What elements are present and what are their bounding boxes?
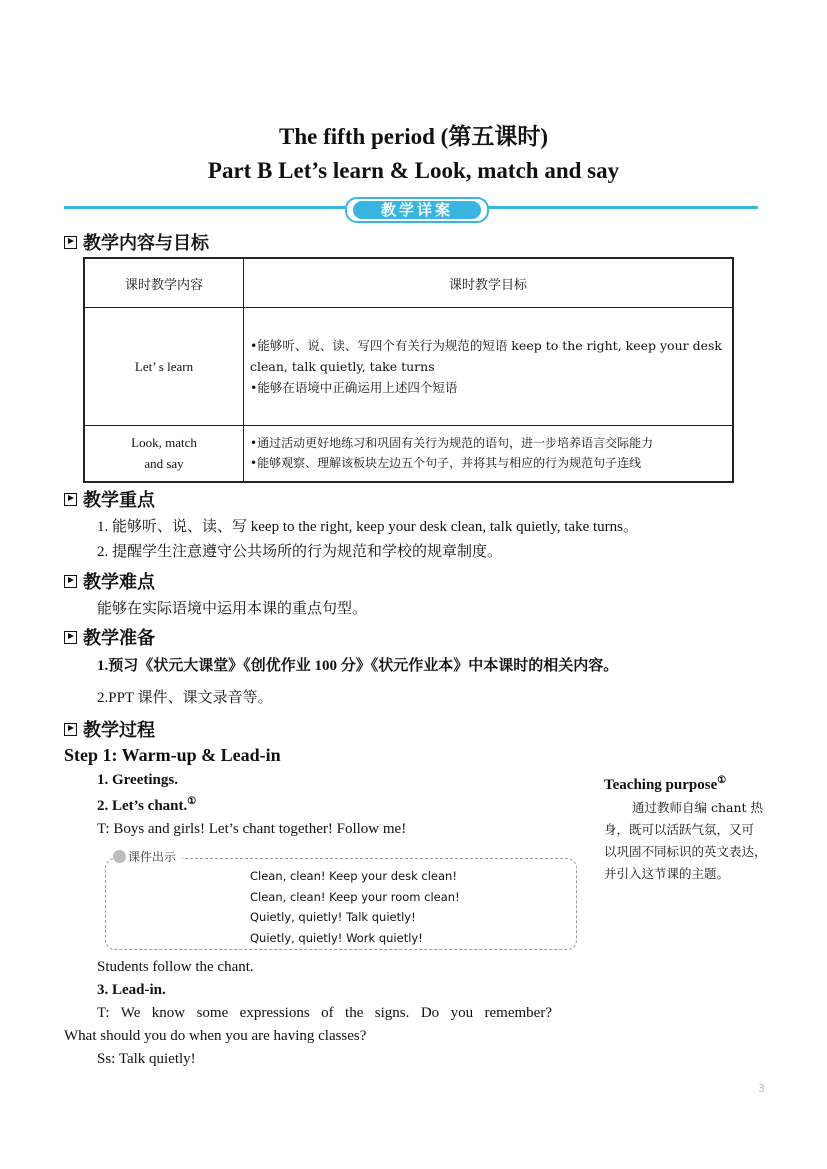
step-item: 3. Lead-in. — [97, 982, 166, 998]
section-heading-key-points — [64, 486, 155, 512]
table-cell-content — [84, 426, 244, 482]
section-heading-difficulties — [64, 568, 155, 594]
divider-right — [485, 206, 758, 209]
section-badge-label: 教学详案 — [353, 201, 481, 219]
page-title: The fifth period (第五课时) — [279, 124, 548, 149]
sidebar-line: 并引入这节课的主题。 — [604, 866, 730, 881]
dialogue-line: T: Boys and girls! Let’s chant together! Follow me! — [97, 821, 407, 837]
sidebar-line: 以巩固不同标识的英文表达， — [604, 844, 767, 859]
sidebar-body — [604, 797, 789, 885]
page-number: 3 — [758, 1082, 765, 1095]
table-header-row — [84, 258, 733, 308]
goal-item: •通过活动更好地练习和巩固有关行为规范的语句，进一步培养语言交际能力 — [250, 436, 654, 451]
table-row — [84, 308, 733, 426]
list-item: 2. 提醒学生注意遵守公共场所的行为规范和学校的规章制度。 — [97, 544, 503, 560]
divider-left — [64, 206, 345, 209]
section-heading-content-goals — [64, 229, 209, 255]
play-marker-icon — [64, 493, 77, 506]
courseware-tag-label: 课件出示 — [128, 850, 177, 864]
sidebar-line: 身，既可以活跃气氛，又可 — [604, 822, 755, 837]
section-heading-label: 教学准备 — [83, 628, 155, 649]
dialogue-line: T: We know some expressions of the signs. Do you remember? — [97, 1005, 552, 1021]
courseware-tag — [113, 848, 182, 865]
list-item: 1.预习《状元大课堂》《创优作业 100 分》《状元作业本》中本课时的相关内容。 — [97, 658, 619, 674]
chant-line: Quietly, quietly! Work quietly! — [250, 931, 423, 945]
sidebar-title — [604, 775, 726, 794]
step-item: 1. Greetings. — [97, 772, 178, 788]
dialogue-line: Ss: Talk quietly! — [97, 1051, 196, 1067]
table-header-cell: 课时教学目标 — [244, 258, 734, 308]
goal-item: •能够听、说、读、写四个有关行为规范的短语 keep to the right, keep your desk clean, talk quietly, take turns — [250, 338, 722, 374]
section-heading-process — [64, 716, 155, 742]
section-heading-label: 教学内容与目标 — [83, 233, 209, 254]
table-cell-content: Let’ s learn — [84, 308, 244, 426]
section-badge — [345, 197, 489, 223]
tag-dot-icon — [113, 850, 126, 863]
section-heading-preparation — [64, 624, 155, 650]
footnote-mark: ① — [717, 775, 727, 786]
step-item — [97, 796, 196, 815]
table-row — [84, 426, 733, 482]
goal-item: •能够观察、理解该板块左边五个句子，并将其与相应的行为规范句子连线 — [250, 456, 642, 471]
chant-line: Clean, clean! Keep your desk clean! — [250, 869, 457, 883]
footnote-mark: ① — [187, 796, 197, 807]
sidebar-line: 通过教师自编 chant 热 — [632, 800, 764, 815]
goal-item: •能够在语境中正确运用上述四个短语 — [250, 380, 458, 395]
content-line: Look, match — [131, 435, 197, 451]
table-cell-goals — [244, 308, 734, 426]
play-marker-icon — [64, 236, 77, 249]
chant-line: Quietly, quietly! Talk quietly! — [250, 910, 416, 924]
page-subtitle: Part B Let’s learn & Look, match and say — [207, 158, 620, 183]
table-header-cell: 课时教学内容 — [84, 258, 244, 308]
sidebar-title-label: Teaching purpose — [604, 777, 718, 793]
step-heading: Step 1: Warm-up & Lead-in — [64, 745, 281, 765]
list-item: 1. 能够听、说、读、写 keep to the right, keep your desk clean, talk quietly, take turns。 — [97, 519, 638, 535]
objectives-table — [83, 257, 734, 483]
play-marker-icon — [64, 575, 77, 588]
list-item: 2.PPT 课件、课文录音等。 — [97, 690, 273, 706]
section-heading-label: 教学重点 — [83, 490, 155, 511]
section-heading-label: 教学难点 — [83, 572, 155, 593]
play-marker-icon — [64, 631, 77, 644]
section-heading-label: 教学过程 — [83, 720, 155, 741]
dialogue-line: What should you do when you are having classes? — [64, 1028, 367, 1044]
content-line: and say — [144, 456, 184, 472]
difficulty-text: 能够在实际语境中运用本课的重点句型。 — [97, 601, 368, 617]
play-marker-icon — [64, 723, 77, 736]
step-item-label: 2. Let’s chant. — [97, 798, 188, 814]
table-cell-goals — [244, 426, 734, 482]
dialogue-line: Students follow the chant. — [97, 959, 254, 975]
chant-line: Clean, clean! Keep your room clean! — [250, 890, 460, 904]
